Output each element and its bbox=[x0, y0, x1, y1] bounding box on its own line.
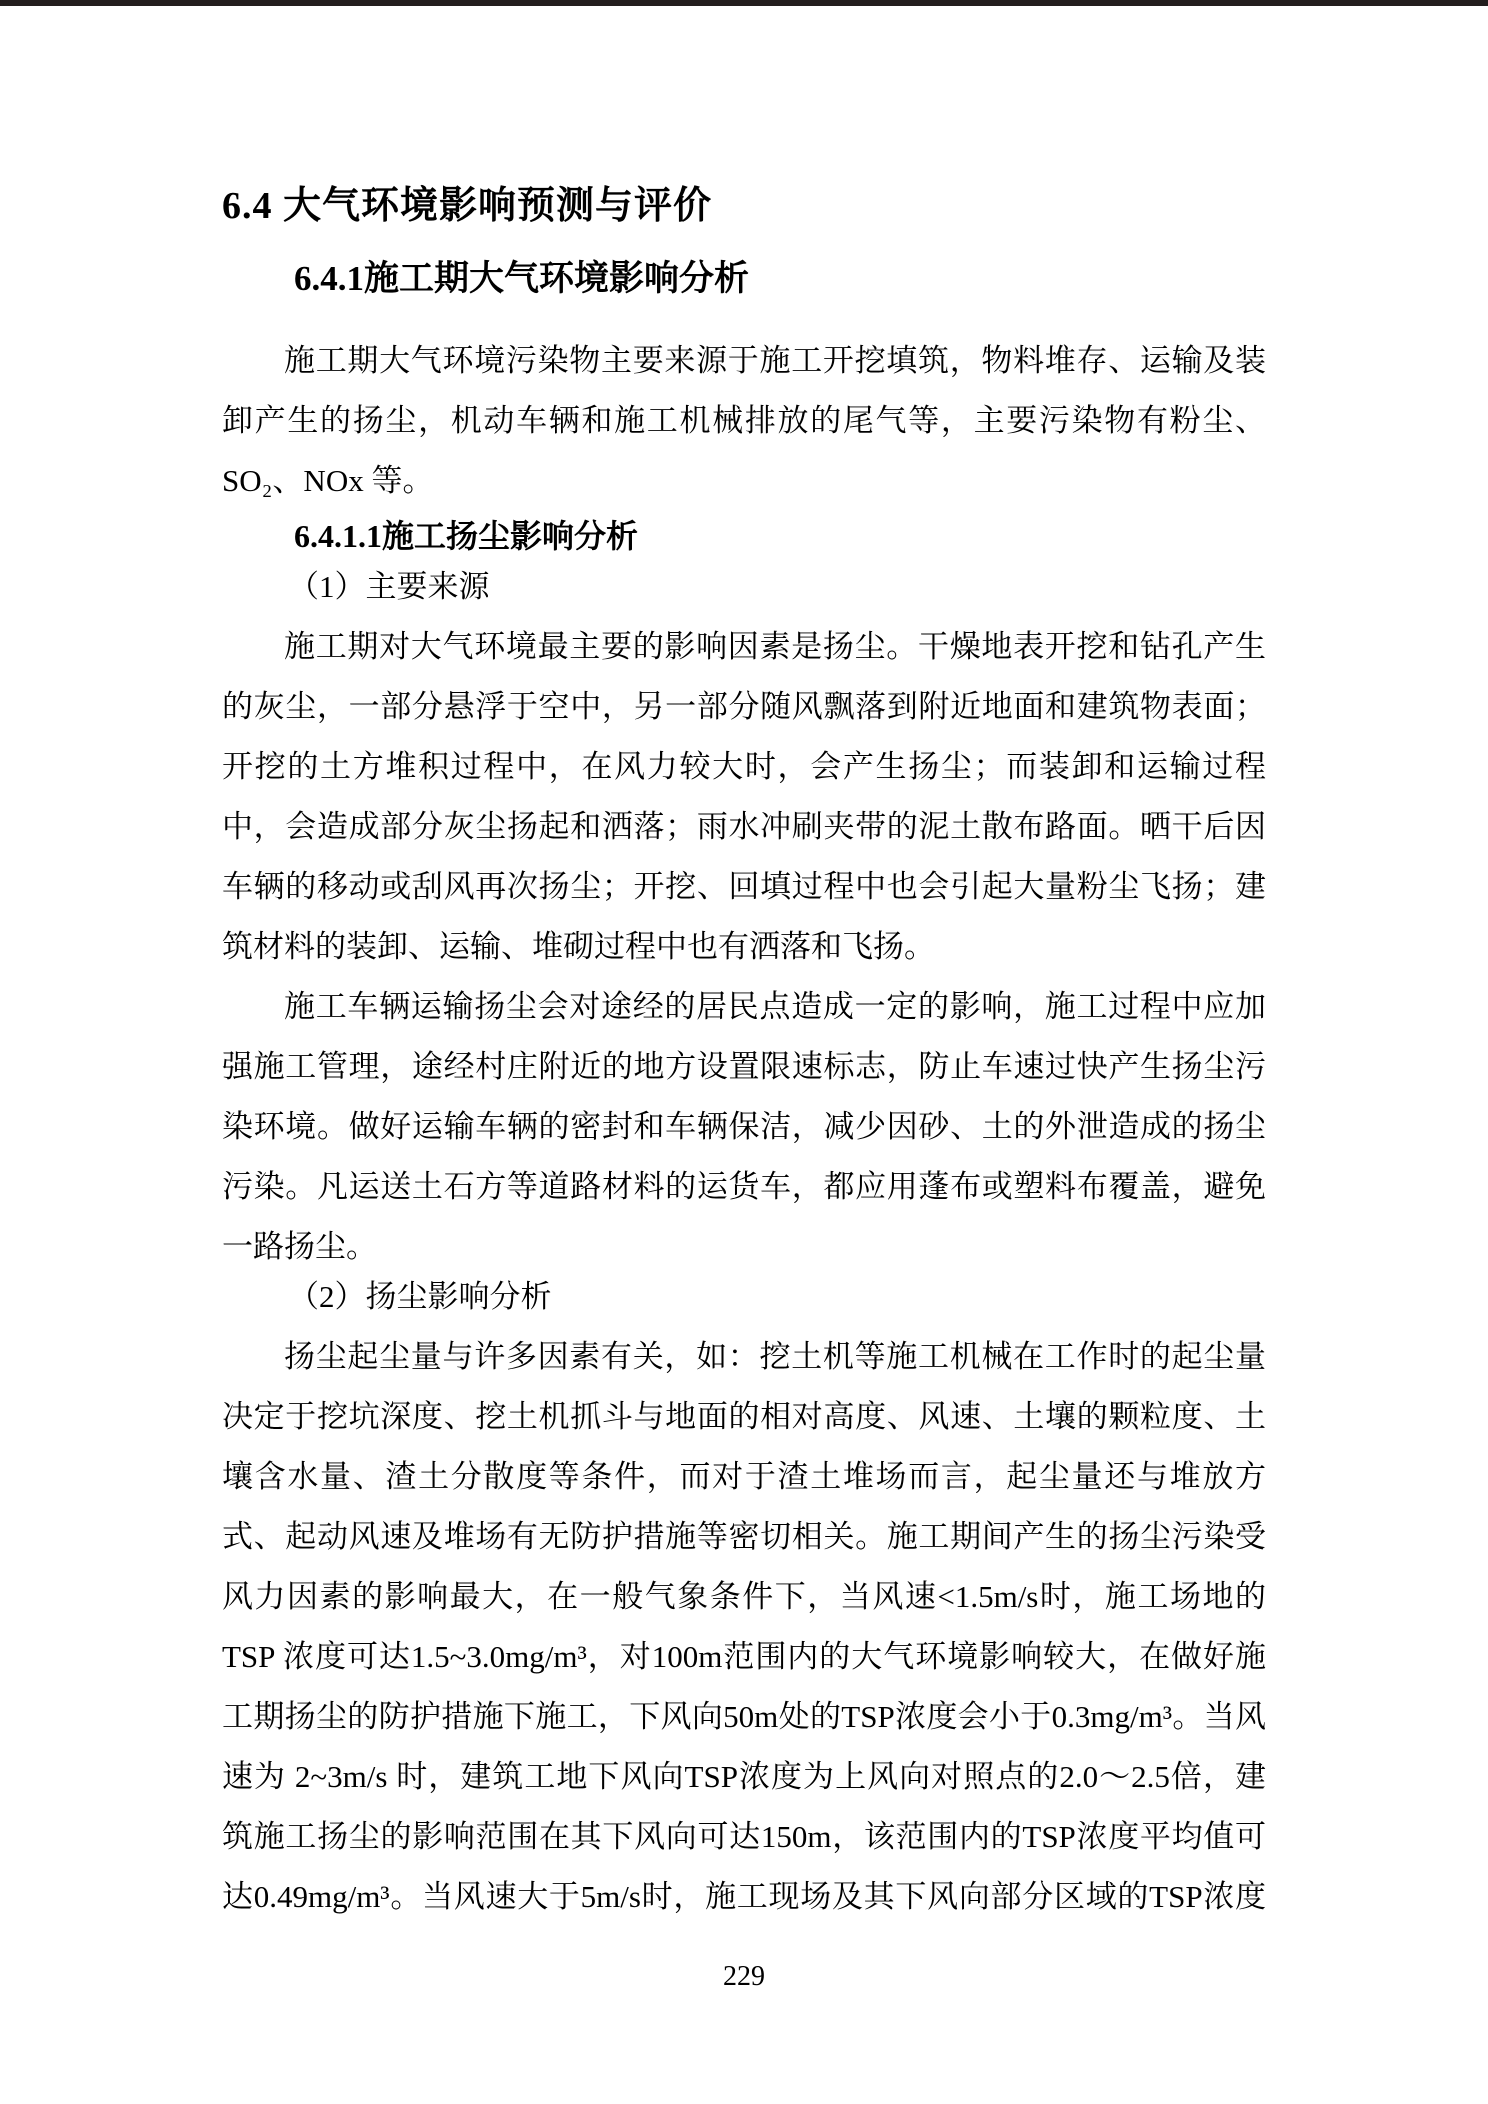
text-line: 施工期大气环境污染物主要来源于施工开挖填筑，物料堆存、运输及装 bbox=[284, 343, 1266, 378]
text-line: 卸产生的扬尘，机动车辆和施工机械排放的尾气等，主要污染物有粉尘、 bbox=[222, 403, 1266, 438]
text-line: TSP 浓度可达1.5~3.0mg/m³，对100m范围内的大气环境影响较大，在做好施 bbox=[222, 1639, 1266, 1674]
paragraph bbox=[222, 1327, 1266, 1927]
paragraph bbox=[222, 331, 1266, 511]
text-line: 强施工管理，途经村庄附近的地方设置限速标志，防止车速过快产生扬尘污 bbox=[222, 1049, 1266, 1084]
text-line: 工期扬尘的防护措施下施工，下风向50m处的TSP浓度会小于0.3mg/m³。当风 bbox=[222, 1699, 1266, 1734]
text-line: 施工车辆运输扬尘会对途经的居民点造成一定的影响，施工过程中应加 bbox=[284, 989, 1266, 1024]
subsubsection-heading: 6.4.1.1施工扬尘影响分析 bbox=[294, 518, 639, 554]
text-line: 壤含水量、渣土分散度等条件，而对于渣土堆场而言，起尘量还与堆放方 bbox=[222, 1459, 1266, 1494]
text-line: 开挖的土方堆积过程中，在风力较大时，会产生扬尘；而装卸和运输过程 bbox=[222, 749, 1266, 784]
text-line: 车辆的移动或刮风再次扬尘；开挖、回填过程中也会引起大量粉尘飞扬；建 bbox=[222, 869, 1266, 904]
list-item-heading: （2）扬尘影响分析 bbox=[288, 1279, 552, 1314]
paragraph bbox=[222, 977, 1266, 1277]
subsection-heading: 6.4.1施工期大气环境影响分析 bbox=[294, 259, 750, 298]
text-line: 扬尘起尘量与许多因素有关，如：挖土机等施工机械在工作时的起尘量 bbox=[284, 1339, 1266, 1374]
section-title: 6.4 大气环境影响预测与评价 bbox=[222, 185, 713, 227]
text-line: 决定于挖坑深度、挖土机抓斗与地面的相对高度、风速、土壤的颗粒度、土 bbox=[222, 1399, 1266, 1434]
text-line: 式、起动风速及堆场有无防护措施等密切相关。施工期间产生的扬尘污染受 bbox=[222, 1519, 1266, 1554]
text-line: 的灰尘，一部分悬浮于空中，另一部分随风飘落到附近地面和建筑物表面； bbox=[222, 689, 1266, 724]
text-line: 施工期对大气环境最主要的影响因素是扬尘。干燥地表开挖和钻孔产生 bbox=[284, 629, 1266, 664]
text-line: 达0.49mg/m³。当风速大于5m/s时，施工现场及其下风向部分区域的TSP浓度 bbox=[222, 1879, 1266, 1914]
document-body bbox=[0, 6, 1488, 1927]
list-item-heading: （1）主要来源 bbox=[288, 569, 490, 604]
text-line: SO₂、NOx 等。 bbox=[222, 463, 434, 498]
text-line: 染环境。做好运输车辆的密封和车辆保洁，减少因砂、土的外泄造成的扬尘 bbox=[222, 1109, 1266, 1144]
text-line: 中，会造成部分灰尘扬起和洒落；雨水冲刷夹带的泥土散布路面。晒干后因 bbox=[222, 809, 1266, 844]
text-line: 一路扬尘。 bbox=[222, 1229, 377, 1264]
text-line: 速为 2~3m/s 时，建筑工地下风向TSP浓度为上风向对照点的2.0～2.5倍，建 bbox=[222, 1759, 1266, 1794]
text-line: 筑材料的装卸、运输、堆砌过程中也有洒落和飞扬。 bbox=[222, 929, 935, 964]
text-line: 筑施工扬尘的影响范围在其下风向可达150m，该范围内的TSP浓度平均值可 bbox=[222, 1819, 1266, 1854]
text-line: 风力因素的影响最大，在一般气象条件下，当风速<1.5m/s时，施工场地的 bbox=[222, 1579, 1266, 1614]
text-line: 污染。凡运送土石方等道路材料的运货车，都应用蓬布或塑料布覆盖，避免 bbox=[222, 1169, 1266, 1204]
paragraph bbox=[222, 617, 1266, 977]
page-number: 229 bbox=[723, 1961, 765, 1992]
